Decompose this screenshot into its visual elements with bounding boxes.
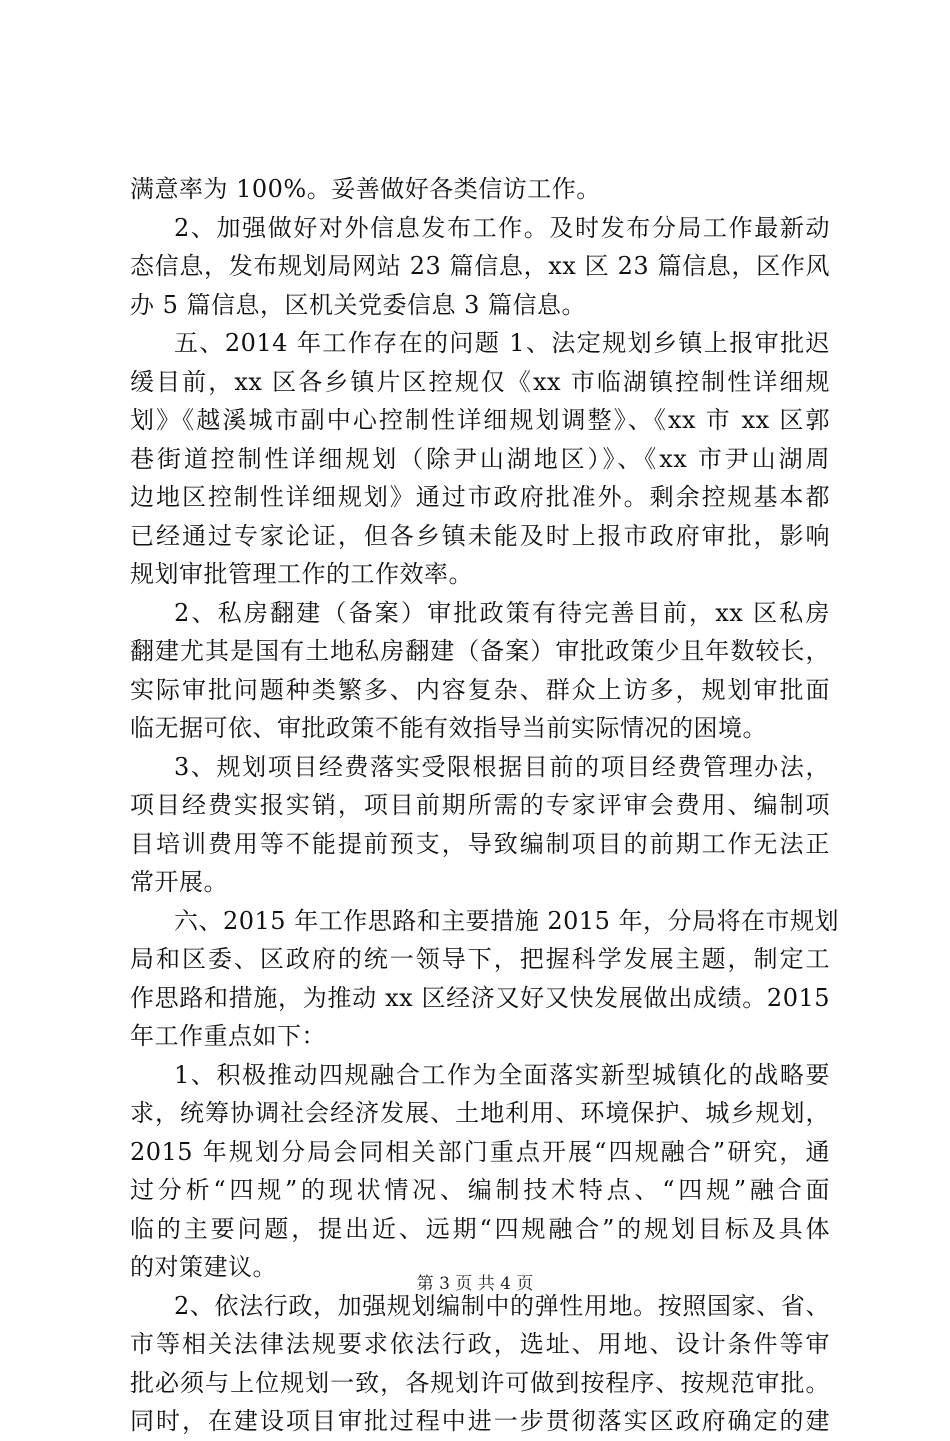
text-line: 年工作重点如下：: [130, 1022, 326, 1050]
text-line: 五、2014 年工作存在的问题 1、法定规划乡镇上报审批迟: [174, 329, 830, 357]
text-line: 局和区委、区政府的统一领导下，把握科学发展主题，制定工: [130, 945, 830, 973]
text-line: 目培训费用等不能提前预支，导致编制项目的前期工作无法正: [130, 829, 830, 858]
text-line: 2、加强做好对外信息发布工作。及时发布分局工作最新动: [174, 213, 830, 242]
text-line: 边地区控制性详细规划》通过市政府批准外。剩余控规基本都: [130, 483, 830, 511]
text-line: 求，统筹协调社会经济发展、土地利用、环境保护、城乡规划，: [130, 1099, 830, 1127]
text-line: 2015 年规划分局会同相关部门重点开展“四规融合”研究，通: [130, 1137, 830, 1166]
text-line: 已经通过专家论证，但各乡镇未能及时上报市政府审批，影响: [130, 521, 830, 550]
text-line: 市等相关法律法规要求依法行政，选址、用地、设计条件等审: [130, 1330, 830, 1358]
text-line: 翻建尤其是国有土地私房翻建（备案）审批政策少且年数较长，: [130, 637, 830, 665]
text-line: 作思路和措施，为推动 xx 区经济又好又快发展做出成绩。2015: [130, 983, 830, 1012]
document-body: [130, 170, 840, 1441]
text-line: 2、私房翻建（备案）审批政策有待完善目前，xx 区私房: [174, 598, 830, 627]
text-line: 态信息，发布规划局网站 23 篇信息，xx 区 23 篇信息，区作风: [130, 252, 830, 280]
text-line: 临无据可依、审批政策不能有效指导当前实际情况的困境。: [130, 714, 767, 742]
text-line: 缓目前，xx 区各乡镇片区控规仅《xx 市临湖镇控制性详细规: [130, 367, 830, 396]
text-line: 规划审批管理工作的工作效率。: [130, 560, 473, 588]
text-line: 六、2015 年工作思路和主要措施 2015 年，分局将在市规划: [174, 906, 840, 935]
text-line: 2、依法行政，加强规划编制中的弹性用地。按照国家、省、: [174, 1291, 830, 1320]
text-line: 满意率为 100%。妥善做好各类信访工作。: [130, 175, 601, 203]
text-line: 1、积极推动四规融合工作为全面落实新型城镇化的战略要: [174, 1060, 830, 1089]
text-line: 过分析“四规”的现状情况、编制技术特点、“四规”融合面: [130, 1176, 830, 1204]
text-line: 巷街道控制性详细规划（除尹山湖地区）》、《xx 市尹山湖周: [130, 444, 830, 473]
text-line: 常开展。: [130, 868, 228, 896]
text-line: 批必须与上位规划一致，各规划许可做到按程序、按规范审批。: [130, 1368, 830, 1397]
text-line: 的对策建议。: [130, 1253, 277, 1281]
text-line: 临的主要问题，提出近、远期“四规融合”的规划目标及具体: [130, 1214, 830, 1243]
text-line: 实际审批问题种类繁多、内容复杂、群众上访多，规划审批面: [130, 675, 830, 704]
text-line: 同时，在建设项目审批过程中进一步贯彻落实区政府确定的建: [130, 1407, 830, 1435]
text-line: 划》《越溪城市副中心控制性详细规划调整》、《xx 市 xx 区郭: [130, 406, 830, 434]
text-line: 项目经费实报实销，项目前期所需的专家评审会费用、编制项: [130, 791, 830, 819]
text-line: 办 5 篇信息，区机关党委信息 3 篇信息。: [130, 290, 587, 319]
page-number-footer: 第 3 页 共 4 页: [416, 1274, 534, 1294]
text-line: 3、规划项目经费落实受限根据目前的项目经费管理办法，: [174, 752, 830, 781]
